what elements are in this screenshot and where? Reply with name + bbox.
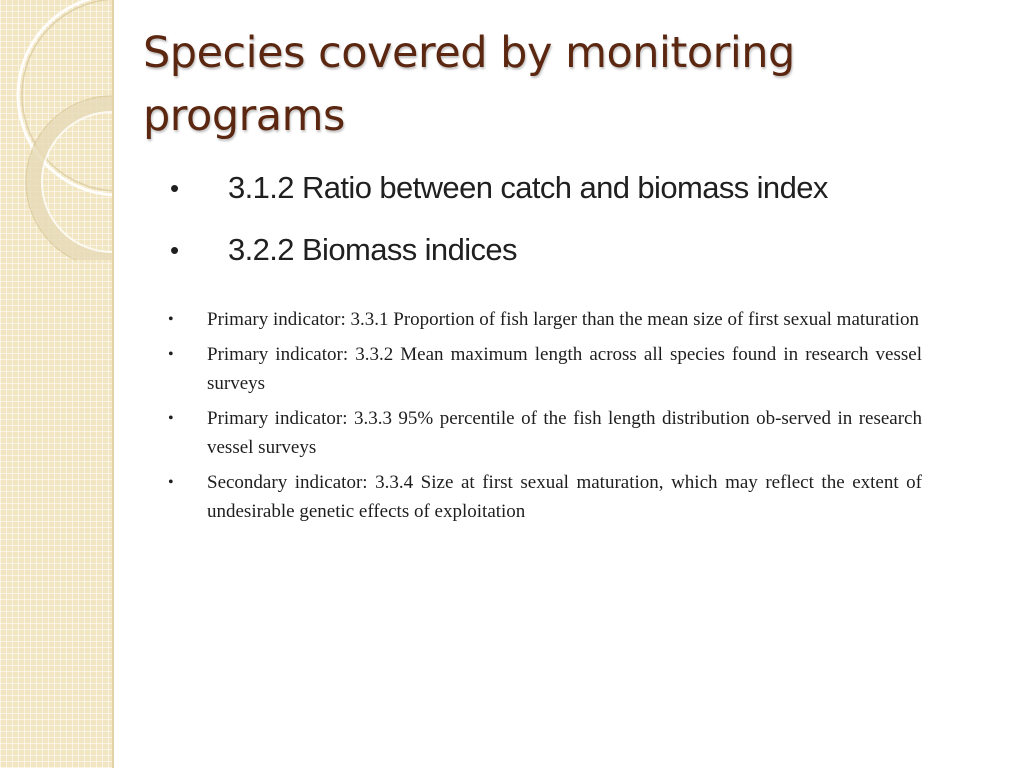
list-item [170,166,970,228]
indicator-text: Secondary indicator: 3.3.4 Size at first sexual maturation, which may reflect the extent of undesirable genetic effects of exploitation [207,472,922,522]
rings-decoration-icon [0,0,112,260]
list-item [170,228,970,290]
bullet-icon: • [168,474,174,491]
list-item [168,305,922,334]
main-bullet-text: 3.1.2 Ratio between catch and biomass index [228,170,828,205]
main-bullet-text: 3.2.2 Biomass indices [228,232,517,267]
decorative-sidebar [0,0,114,768]
list-item [168,404,922,462]
bullet-icon: • [168,346,174,363]
slide-title: Species covered by monitoring programs [143,28,795,141]
bullet-icon: • [168,311,174,328]
main-bullet-list [170,166,970,290]
bullet-icon: • [170,173,179,203]
indicator-text: Primary indicator: 3.3.3 95% percentile of the fish length distribution ob-served in research vessel surveys [207,408,922,458]
list-item [168,468,922,526]
indicator-bullet-list [168,305,922,532]
bullet-icon: • [170,235,179,265]
bullet-icon: • [168,410,174,427]
indicator-text: Primary indicator: 3.3.2 Mean maximum length across all species found in research vessel surveys [207,344,922,394]
list-item [168,340,922,398]
indicator-text: Primary indicator: 3.3.1 Proportion of fish larger than the mean size of first sexual maturation [207,309,919,330]
